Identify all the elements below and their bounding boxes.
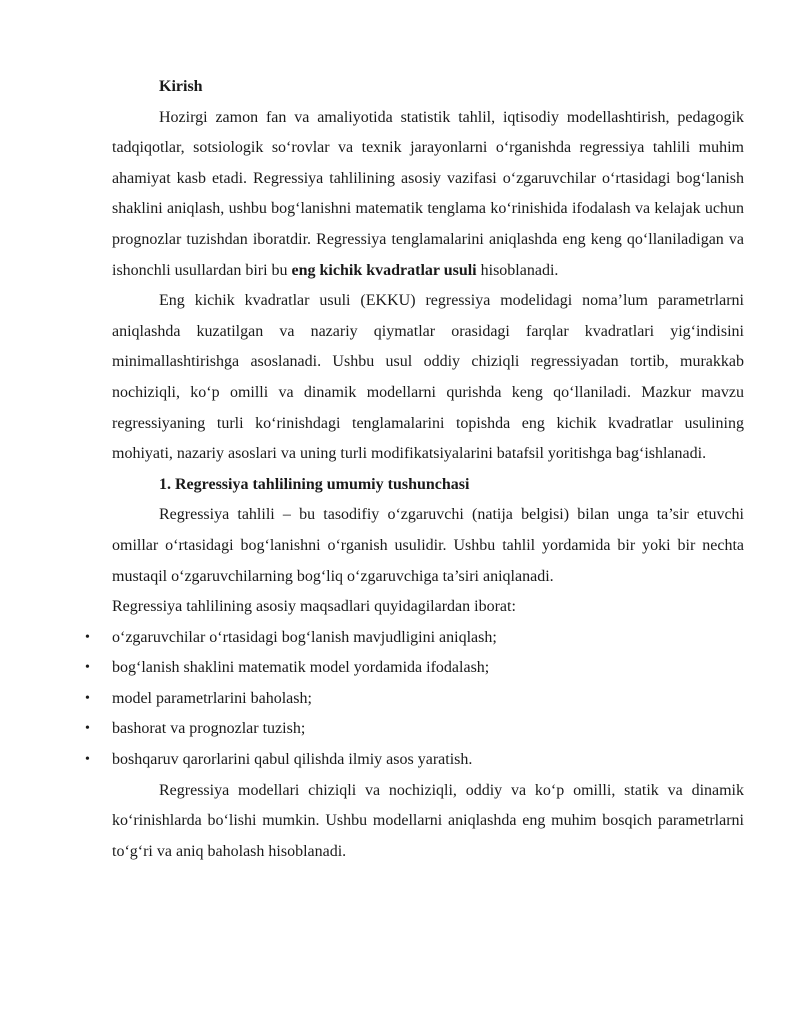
intro-paragraph-1: [112, 103, 744, 287]
bullet-icon: •: [85, 752, 90, 768]
list-item-text: boshqaruv qarorlarini qabul qilishda ilmiy asos yaratish.: [112, 751, 473, 769]
list-item: [85, 653, 744, 684]
bullet-icon: •: [85, 690, 90, 706]
goals-list: [85, 623, 744, 776]
list-item-text: model parametrlarini baholash;: [112, 689, 312, 707]
section-1-paragraph-2: Regressiya modellari chiziqli va nochiziqli, oddiy va ko‘p omilli, statik va dinamik ko‘rinishlarda bo‘lishi mumkin. Ushbu modellarni aniqlashda eng muhim bosqich parametrlarni to‘g‘ri va aniq baholash hisoblanadi.: [112, 781, 744, 860]
intro-paragraph-1-end: hisoblanadi.: [476, 261, 559, 279]
section-1-paragraph-1: Regressiya tahlili – bu tasodifiy o‘zgaruvchi (natija belgisi) bilan unga ta’sir etuvchi omillar o‘rtasidagi bog‘lanishni o‘rganish usulidir. Ushbu tahlil yordamida bir yoki bir nechta mustaqil o‘zgaruvchilarning bog‘liq o‘zgaruvchiga ta’siri aniqlanadi.: [112, 506, 744, 585]
intro-heading: Kirish: [159, 78, 203, 95]
bullet-icon: •: [85, 629, 90, 645]
bullet-icon: •: [85, 660, 90, 676]
bullet-icon: •: [85, 721, 90, 737]
list-item: [85, 745, 744, 776]
list-item: [85, 714, 744, 745]
list-item-text: bog‘lanish shaklini matematik model yordamida ifodalash;: [112, 659, 490, 677]
list-item: [85, 623, 744, 654]
document-page: [85, 72, 744, 867]
intro-paragraph-2: Eng kichik kvadratlar usuli (EKKU) regressiya modelidagi noma’lum parametrlarni aniqlashda kuzatilgan va nazariy qiymatlar orasidagi farqlar kvadratlari yig‘indisini minimallashtirishga asoslanadi. Ushbu usul oddiy chiziqli regressiyadan tortib, murakkab nochiziqli, ko‘p omilli va dinamik modellarni qurishda keng qo‘llaniladi. Mazkur mavzu regressiyaning turli ko‘rinishdagi tenglamalarini topishda eng kichik kvadratlar usulining mohiyati, nazariy asoslari va uning turli modifikatsiyalarini batafsil yoritishga bag‘ishlanadi.: [112, 292, 744, 463]
section-1-heading: 1. Regressiya tahlilining umumiy tushunchasi: [159, 475, 470, 493]
intro-bold-term: eng kichik kvadratlar usuli: [291, 261, 477, 279]
list-item: [85, 684, 744, 715]
list-item-text: bashorat va prognozlar tuzish;: [112, 720, 306, 738]
goals-list-intro: Regressiya tahlilining asosiy maqsadlari quyidagilardan iborat:: [112, 598, 516, 616]
intro-paragraph-1-text: Hozirgi zamon fan va amaliyotida statistik tahlil, iqtisodiy modellashtirish, pedagogik tadqiqotlar, sotsiologik so‘rovlar va texnik jarayonlarni o‘rganishda regressiya tahlili muhim ahamiyat kasb etadi. Regressiya tahlilining asosiy vazifasi o‘zgaruvchilar o‘rtasidagi bog‘lanish shaklini aniqlash, ushbu bog‘lanishni matematik tenglama ko‘rinishida ifodalash va kelajak uchun prognozlar tuzishdan iboratdir. Regressiya tenglamalarini aniqlashda eng keng qo‘llaniladigan va ishonchli usullardan biri bu: [112, 108, 744, 279]
list-item-text: o‘zgaruvchilar o‘rtasidagi bog‘lanish mavjudligini aniqlash;: [112, 628, 497, 646]
